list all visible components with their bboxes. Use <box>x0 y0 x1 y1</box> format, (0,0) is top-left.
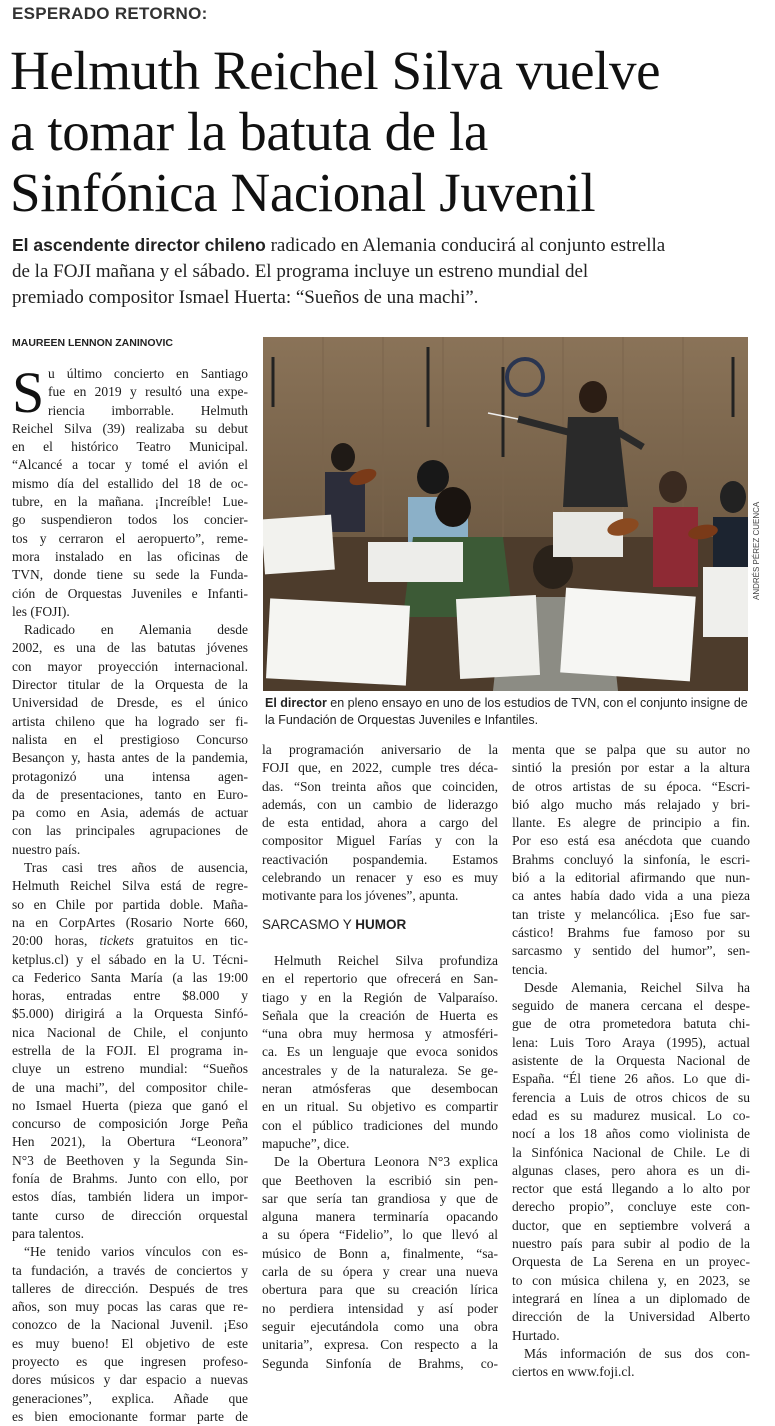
text-line: riencia imborrable. Helmuth <box>48 402 248 418</box>
text-line: nuestro país para subir al podio de la <box>512 1236 750 1252</box>
text-line: tubre, en la mañana. ¡Increíble! Lue- <box>12 494 248 510</box>
text-line <box>12 932 248 950</box>
text-line: estrella de la FOJI. El programa in- <box>12 1042 248 1058</box>
text-line: concurso de composición Jorge Peña <box>12 1116 248 1132</box>
text-line: ca antes había dado vida a una pieza <box>512 888 750 904</box>
deck-line: de la FOJI mañana y el sábado. El programa incluye un estreno mundial del <box>12 261 589 282</box>
text-line: ca Federico Santa María (a las 19:00 <box>12 969 248 985</box>
text-line: en el histórico Teatro Municipal. <box>12 439 248 455</box>
caption-text: en pleno ensayo en uno de los estudios de TVN, con el conjunto insigne de <box>326 696 748 710</box>
text-line: nocí a los 18 años como violinista de <box>512 1126 750 1142</box>
text-line: talleres de dirección. Después de tres <box>12 1280 248 1296</box>
section-subhead <box>262 916 498 934</box>
drop-cap: S <box>12 360 45 425</box>
text-line: ca. Es un lenguaje que evoca sonidos <box>262 1044 498 1060</box>
text-line: unitaria”, expresa. Con respecto a la <box>262 1337 498 1353</box>
orchestra-rehearsal-illustration <box>263 337 748 691</box>
text-line: carla de su ópera y crear una nueva <box>262 1264 498 1280</box>
text-line: na en CorpArtes (Rosario Norte 660, <box>12 914 248 930</box>
text-line: proyecto es que ingresen profeso- <box>12 1354 248 1370</box>
text-line: edad es su madurez musical. Lo co- <box>512 1107 750 1123</box>
text-line: motivante para los jóvenes”, apunta. <box>262 888 459 904</box>
text-line: es bien emocionante formar parte de <box>12 1408 248 1424</box>
text-line: da de presentaciones, tanto en Euro- <box>12 786 248 802</box>
text-line: N°3 de Beethoven y la Segunda Sin- <box>12 1152 248 1168</box>
body-column-2 <box>262 741 498 1373</box>
text-line: España. “Él tiene 26 años. Lo que di- <box>512 1071 750 1087</box>
text-line: tencia. <box>512 961 548 977</box>
text-line: Tras casi tres años de ausencia, <box>24 860 248 876</box>
text-line: lena: Luis Toro Araya (1995), actual <box>512 1034 750 1050</box>
deck-lead: El ascendente director chileno <box>12 235 266 255</box>
deck-line <box>12 232 764 259</box>
text-line: la programación aniversario de la <box>262 742 498 757</box>
text-line: llante. Es alegre de principio a fin. <box>512 815 750 831</box>
text-line: derecho propio”, concluye este con- <box>512 1199 750 1215</box>
text-line: Helmuth Reichel Silva está de regre- <box>12 878 248 894</box>
text-line: to con música chilena y, en 2023, se <box>512 1272 750 1288</box>
text-line: no perdiera intensidad y así poder <box>262 1300 498 1316</box>
caption-line <box>265 695 749 712</box>
text-line: tan triste y melancólica. ¡Eso fue sar- <box>512 906 750 922</box>
italic-word: tickets <box>99 933 134 949</box>
text-line: Brahms concluyó la sinfonía, le escri- <box>512 851 750 867</box>
text-line: Besançon y, hasta antes de la pandemia, <box>12 750 248 766</box>
text-line: gue de otra prometedora batuta chi- <box>512 1016 750 1032</box>
text-line: Señala que la creación de Huerta es <box>262 1007 498 1023</box>
text-line: u último concierto en Santiago <box>48 366 248 381</box>
text-line: 2002, es una de las batutas jóvenes <box>12 640 248 656</box>
subhead-bold: HUMOR <box>355 916 407 932</box>
deck-line: premiado compositor Ismael Huerta: “Sueños de una machi”. <box>12 287 479 308</box>
text-line: asistente de la Orquesta Nacional de <box>512 1053 750 1069</box>
caption-lead: El director <box>265 696 327 710</box>
deck-text: radicado en Alemania conducirá al conjunto estrella <box>265 235 666 256</box>
text-line: Director titular de la Orquesta de la <box>12 677 248 693</box>
text-line: algunas clases, pero ahora es un di- <box>512 1162 750 1178</box>
text-line: ancestrales y de la naturaleza. Se ge- <box>262 1062 498 1078</box>
headline-line: Sinfónica Nacional Juvenil <box>10 162 596 223</box>
text-line: generaciones”, explica. Añade que <box>12 1390 248 1406</box>
text-line: nalista en el prestigioso Concurso <box>12 731 248 747</box>
text-line: Segunda Sinfonía de Brahms, co- <box>262 1355 498 1371</box>
text-line: ferencia a Luis de otros chicos de su <box>512 1089 750 1105</box>
text-line: de una machi”, del compositor chile- <box>12 1079 248 1095</box>
text-line: pa como en Asia, además de actuar <box>12 805 248 821</box>
text-line: De la Obertura Leonora N°3 explica <box>274 1154 498 1170</box>
text-line: tante curso de dirección orquestal <box>12 1207 248 1223</box>
text-line: Radicado en Alemania desde <box>24 622 248 638</box>
text-line: artista chileno que ha logrado ser fi- <box>12 713 248 729</box>
text-line: no Ismael Huerta (pieza que ganó el <box>12 1097 248 1113</box>
text-line: tos y cerraron el aeropuerto”, reme- <box>12 530 248 546</box>
text-line: tiago y en la Región de Valparaíso. <box>262 989 498 1005</box>
text-line: $5.000) dirigirá a la Orquesta Sinfó- <box>12 1006 248 1022</box>
text-line: para talentos. <box>12 1225 84 1241</box>
text-line: neran atmósferas que desembocan <box>262 1081 498 1097</box>
text-line: go suspendieron todos los concier- <box>12 512 248 528</box>
text-line: rector que está llegando a lo alto por <box>512 1181 750 1197</box>
text-line: mora instalado en las oficinas de <box>12 548 248 564</box>
text-line: dores músicos y dar espacio a nuevas <box>12 1372 248 1388</box>
text-line: seguir ejecutándola como una obra <box>262 1318 498 1334</box>
text-line: Universidad de Dresde, es el único <box>12 695 248 711</box>
kicker: ESPERADO RETORNO: <box>12 4 208 23</box>
text-line: menta que se palpa que su autor no <box>512 742 750 757</box>
text-line: “He tenido varios vínculos con es- <box>24 1244 248 1260</box>
headline <box>10 40 770 223</box>
text-line: cluye un estreno mundial: “Sueños <box>12 1061 248 1077</box>
text-line: músico de Bonn a, finalmente, “sa- <box>262 1245 498 1261</box>
text-line: además, con un cambio de liderazgo <box>262 796 498 812</box>
text-line: Helmuth Reichel Silva profundiza <box>274 952 498 968</box>
text-line: de esta entidad, ahora a cargo del <box>262 815 498 831</box>
text-line: es muy bueno! El objetivo de este <box>12 1335 248 1351</box>
text-line: “Alcancé a tocar y tomé el avión el <box>12 457 248 473</box>
text-line: TVN, donde tiene su sede la Funda- <box>12 567 248 583</box>
text-line: so en Chile por partida doble. Maña- <box>12 896 248 912</box>
headline-line: a tomar la batuta de la <box>10 101 488 162</box>
text-line: fonía de Brahms. Junto con ello, por <box>12 1171 248 1187</box>
subhead-normal: SARCASMO Y <box>262 916 356 932</box>
text-line: protagonizó una intensa agen- <box>12 768 248 784</box>
caption-line: la Fundación de Orquestas Juveniles e Infantiles. <box>265 713 539 727</box>
text-run: 20:00 horas, <box>12 933 88 949</box>
text-line: horas, entradas entre $8.000 y <box>12 988 248 1004</box>
text-line: en un ritual. Su objetivo es compartir <box>262 1099 498 1115</box>
photo-caption <box>265 695 749 729</box>
text-line: cástico! Brahms fue famoso por su <box>512 924 750 940</box>
text-run: gratuitos en tic- <box>133 933 248 949</box>
text-line: alguna manera terminaría opacando <box>262 1209 498 1225</box>
text-line: ciertos en www.foji.cl. <box>512 1364 635 1380</box>
deck <box>12 232 764 311</box>
text-line: con el público tradiciones del mundo <box>262 1117 498 1133</box>
text-line: Hen 2021), la Obertura “Leonora” <box>12 1134 248 1150</box>
text-line: Reichel Silva (39) realizaba su debut <box>12 420 248 436</box>
body-column-1 <box>12 360 248 1426</box>
text-line: nica Nacional de Chile, el conjunto <box>12 1024 248 1040</box>
text-line: Orquesta de La Serena en un proyec- <box>512 1254 750 1270</box>
text-line: a su ópera “Fidelio”, lo que llevó al <box>262 1227 498 1243</box>
text-line: sintió la presión por estar a la altura <box>512 760 750 776</box>
photo-credit: ANDRÉS PÉREZ CUENCA <box>752 501 761 600</box>
text-line: mapuche”, dice. <box>262 1135 350 1151</box>
text-line: de otros artistas de su época. “Escri- <box>512 778 750 794</box>
text-line: ketplus.cl) y el sábado en la U. Técni- <box>12 951 248 967</box>
text-line: seguido de manera cercana el despe- <box>512 998 750 1014</box>
text-line: celebrando un renacer y eso es muy <box>262 870 498 886</box>
text-line: sarcasmo y sentido del humor”, sen- <box>512 943 750 959</box>
headline-line: Helmuth Reichel Silva vuelve <box>10 40 661 101</box>
text-line: que Beethoven la escribió sin pen- <box>262 1172 498 1188</box>
text-line: fue en 2019 y resultó una expe- <box>48 384 248 400</box>
text-line: compositor Miguel Farías y con la <box>262 833 498 849</box>
text-line: Más información de sus dos con- <box>524 1345 750 1361</box>
text-line: con las principales agrupaciones de <box>12 823 248 839</box>
text-line: la Sinfónica Nacional de Chile. Le di <box>512 1144 750 1160</box>
text-line: años, son muy pocas las caras que re- <box>12 1299 248 1315</box>
text-line: Desde Alemania, Reichel Silva ha <box>524 979 750 995</box>
text-line: “una obra muy hermosa y atmosféri- <box>262 1026 498 1042</box>
text-line: ción de Orquestas Juveniles e Infanti- <box>12 585 248 601</box>
text-line: ta fundación, a través de conciertos y <box>12 1262 248 1278</box>
text-line: sar que sería tan grandiosa y que de <box>262 1190 498 1206</box>
text-line: en el repertorio que ofrecerá en San- <box>262 971 498 987</box>
text-line: das. “Son treinta años que coinciden, <box>262 778 498 794</box>
text-line: ductor, que en septiembre volverá a <box>512 1217 750 1233</box>
rehearsal-photo <box>263 337 748 691</box>
text-line: dirección de la Universidad Alberto <box>512 1309 750 1325</box>
text-line: les (FOJI). <box>12 603 70 619</box>
text-line: mismo día del estallido del 18 de oc- <box>12 475 248 491</box>
text-line: FOJI que, en 2022, cumple tres déca- <box>262 760 498 776</box>
text-line: estos días, también lidera un impor- <box>12 1189 248 1205</box>
text-line: reactivación pospandemia. Estamos <box>262 851 498 867</box>
text-line: Por eso está esa anécdota que cuando <box>512 833 750 849</box>
text-line: conozco de la Nacional Juvenil. ¡Eso <box>12 1317 248 1333</box>
byline: MAUREEN LENNON ZANINOVIC <box>12 337 174 349</box>
text-line: bió algo mucho más relajado y bri- <box>512 796 750 812</box>
text-line: con mayor proyección internacional. <box>12 658 248 674</box>
body-column-3 <box>512 741 750 1381</box>
text-line: Hurtado. <box>512 1327 560 1343</box>
text-line: nuestro país. <box>12 841 81 857</box>
text-line: obertura para que su creación lírica <box>262 1282 498 1298</box>
text-line: bió a la editorial afirmando que nun- <box>512 870 750 886</box>
text-line: integrará en línea a un diplomado de <box>512 1290 750 1306</box>
